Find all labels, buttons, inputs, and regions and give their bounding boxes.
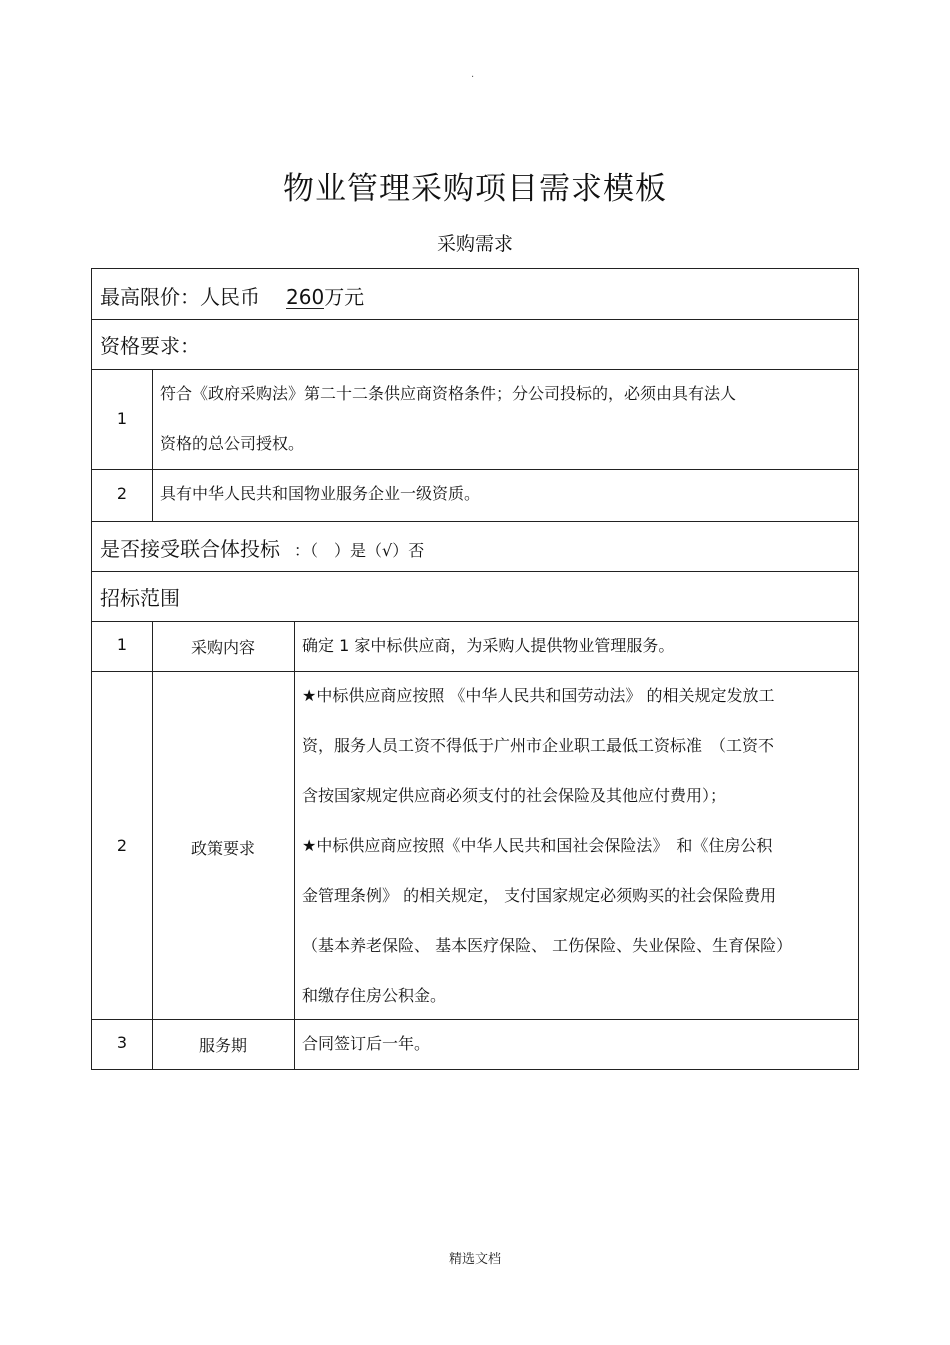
qualification-text-2: 具有中华人民共和国物业服务企业一级资质。 — [160, 484, 481, 503]
scope-name-3: 服务期 — [198, 1036, 247, 1055]
policy-line-2: 资，服务人员工资不得低于广州市企业职工最低工资标准 （工资不 — [302, 736, 775, 755]
policy-line-3: 含按国家规定供应商必须支付的社会保险及其他应付费用）； — [302, 786, 727, 805]
policy-line-7: 和缴存住房公积金。 — [302, 986, 447, 1005]
consortium-choice: ：（ ）是（√）否 — [294, 541, 425, 560]
qualification-number-1: 1 — [116, 409, 128, 428]
max-price-unit: 万元 — [324, 285, 365, 309]
qualification-text-1a: 符合《政府采购法》第二十二条供应商资格条件；分公司投标的，必须由具有法人 — [160, 384, 737, 403]
policy-line-6: （基本养老保险、 基本医疗保险、 工伤保险、失业保险、生育保险） — [302, 936, 793, 955]
consortium-cell — [100, 533, 424, 562]
document-title: 物业管理采购项目需求模板 — [283, 171, 667, 207]
policy-line-1: ★中标供应商应按照 《中华人民共和国劳动法》 的相关规定发放工 — [302, 686, 775, 705]
qualification-number-2: 2 — [116, 484, 128, 503]
max-price-cell — [100, 281, 364, 310]
scope-text-1: 确定 1 家中标供应商，为采购人提供物业管理服务。 — [302, 636, 675, 655]
footer-text: 精选文档 — [448, 1252, 501, 1267]
scope-text-3: 合同签订后一年。 — [302, 1034, 431, 1053]
requirements-table — [91, 268, 859, 1070]
consortium-row — [92, 521, 858, 571]
scope-number-1: 1 — [116, 635, 128, 654]
scope-heading: 招标范围 — [100, 586, 180, 610]
scope-row-3 — [92, 1019, 858, 1069]
policy-line-4: ★中标供应商应按照《中华人民共和国社会保险法》 和《住房公积 — [302, 836, 773, 855]
scope-name-1: 采购内容 — [190, 638, 255, 657]
max-price-amount: 260 — [286, 285, 325, 309]
policy-line-5: 金管理条例》 的相关规定， 支付国家规定必须购买的社会保险费用 — [302, 886, 777, 905]
scope-number-2: 2 — [116, 836, 128, 855]
scope-name-2: 政策要求 — [190, 839, 255, 858]
scope-heading-row — [92, 571, 858, 621]
qualification-heading-row — [92, 319, 858, 369]
header-dot: · — [471, 72, 475, 83]
qualification-row-2 — [92, 469, 858, 521]
scope-row-1 — [92, 621, 858, 671]
max-price-label: 最高限价：人民币 — [100, 285, 260, 309]
scope-number-3: 3 — [116, 1033, 128, 1052]
document-subtitle: 采购需求 — [436, 233, 513, 255]
scope-row-2 — [92, 671, 858, 1019]
qualification-text-1b: 资格的总公司授权。 — [160, 434, 305, 453]
qualification-heading: 资格要求： — [100, 334, 200, 358]
max-price-row — [92, 269, 858, 319]
qualification-row-1 — [92, 369, 858, 469]
consortium-label: 是否接受联合体投标 — [100, 537, 280, 561]
